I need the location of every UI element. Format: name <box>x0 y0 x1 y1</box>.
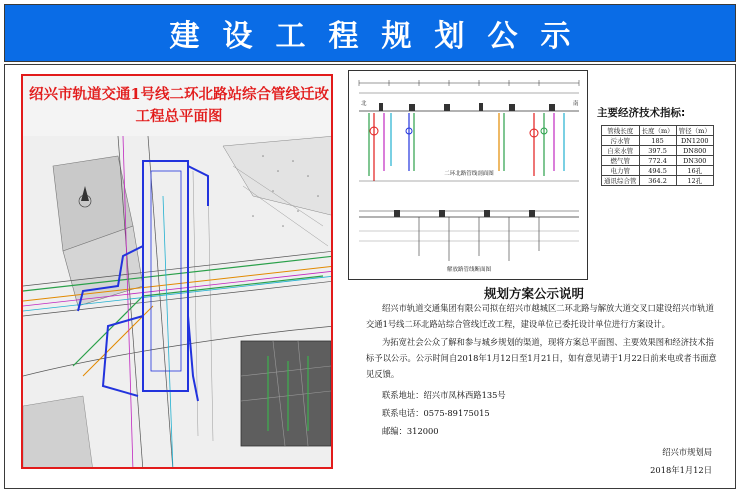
issue-date: 2018年1月12日 <box>650 465 712 475</box>
site-plan-panel <box>21 74 333 469</box>
table-cell: 通讯综合管 <box>602 176 640 186</box>
section-label-north: 北 <box>361 101 367 107</box>
contact-address: 联系地址：绍兴市凤林西路135号 <box>382 390 506 400</box>
table-cell: 772.4 <box>639 156 676 166</box>
table-cell: 185 <box>639 136 676 146</box>
section-label-south: 南 <box>573 101 579 107</box>
header-cell: 长度（m） <box>639 126 676 136</box>
banner-title: 建设工程规划公示 <box>169 19 594 54</box>
plan-title-line1: 绍兴市轨道交通1号线二环北路站综合管线迁改 <box>28 86 330 103</box>
pipeline-section-drawing <box>348 70 588 280</box>
section-caption-top: 二环北路管线剖面图 <box>444 171 494 177</box>
notice-paragraph-2: 为拓宽社会公众了解和参与城乡规划的渠道，现将方案总平面图、主要效果图和经济技术指标予以公示。公示时间自2018年1月12日至1月21日，如有意见请于1月22日前来电或者书面意见反馈。 <box>366 337 717 380</box>
indicators-title: 主要经济技术指标: <box>597 107 686 119</box>
table-row <box>602 146 714 156</box>
plan-title-line2: 工程总平面图 <box>135 108 223 125</box>
notice-banner <box>4 4 736 62</box>
table-cell: 397.5 <box>639 146 676 156</box>
header-cell: 管径（m） <box>676 126 713 136</box>
contact-postcode: 邮编：312000 <box>382 426 439 436</box>
table-cell: 364.2 <box>639 176 676 186</box>
indicators-table <box>601 125 714 186</box>
table-cell: 12孔 <box>676 176 713 186</box>
table-row <box>602 176 714 186</box>
table-row <box>602 156 714 166</box>
table-cell: 电力管 <box>602 166 640 176</box>
section-caption-bottom: 解放路管线断面图 <box>446 267 491 273</box>
notice-heading: 规划方案公示说明 <box>483 286 584 301</box>
table-cell: 污水管 <box>602 136 640 146</box>
header-cell: 管线长度 <box>602 126 640 136</box>
table-cell: DN800 <box>676 146 713 156</box>
contact-phone: 联系电话：0575-89175015 <box>382 408 490 418</box>
table-row <box>602 136 714 146</box>
site-plan-drawing <box>23 76 333 469</box>
notice-paragraph-1: 绍兴市轨道交通集团有限公司拟在绍兴市越城区二环北路与解放大道交叉口建设绍兴市轨道交通1号线二环北路站综合管线迁改工程，建设单位已委托设计单位进行方案设计。 <box>366 303 714 330</box>
table-cell: DN1200 <box>676 136 713 146</box>
table-row <box>602 166 714 176</box>
table-header-row <box>602 126 714 136</box>
table-cell: 16孔 <box>676 166 713 176</box>
table-cell: 燃气管 <box>602 156 640 166</box>
table-cell: DN300 <box>676 156 713 166</box>
table-cell: 自来水管 <box>602 146 640 156</box>
issuer-name: 绍兴市规划局 <box>662 447 712 457</box>
table-cell: 494.5 <box>639 166 676 176</box>
